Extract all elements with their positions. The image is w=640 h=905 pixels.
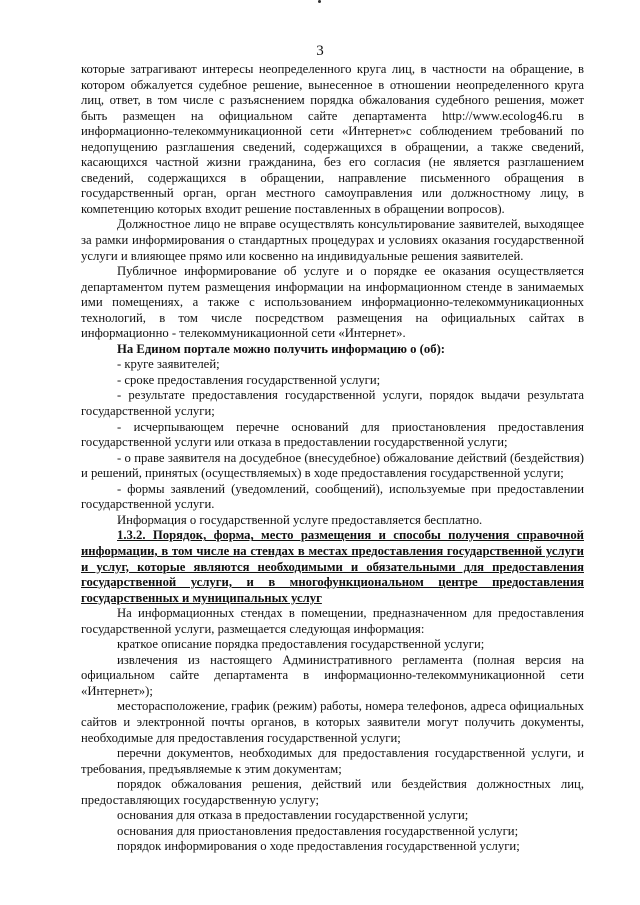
document-body: [81, 62, 584, 855]
paragraph: краткое описание порядка предоставления государственной услуги;: [117, 637, 485, 652]
page-number: 3: [316, 43, 324, 59]
section-heading: 1.3.2. Порядок, форма, место размещения и способы получения справочной информации, в том числе на стендах в местах предоставления государственной услуги и услуг, которые являются необходимыми и обязательными для предоставления государственной услуги, и в многофункциональном центре предоставления государственных и муниципальных услуг: [81, 528, 584, 605]
paragraph: Должностное лицо не вправе осуществлять консультирование заявителей, выходящее за рамки информирования о стандартных процедурах и условиях оказания государственной услуги и влияющее прямо или косвенно на индивидуальные решения заявителей.: [81, 217, 584, 263]
paragraph: - круге заявителей;: [117, 357, 220, 372]
paragraph: - сроке предоставления государственной услуги;: [117, 372, 381, 387]
paragraph: основания для отказа в предоставлении государственной услуги;: [117, 808, 469, 823]
scan-mark: [318, 0, 321, 3]
paragraph: порядок обжалования решения, действий или бездействия должностных лиц, предоставляющих государственную услугу;: [81, 777, 584, 807]
paragraph: порядок информирования о ходе предоставления государственной услуги;: [117, 839, 520, 854]
paragraph: Публичное информирование об услуге и о порядке ее оказания осуществляется департаментом путем размещения информации на информационном стенде в занимаемых ими помещениях, а также с использованием информационно-телекоммуникационных технологий, в том числе посредством размещения на официальных сайтах в информационно - телекоммуникационной сети «Интернет».: [81, 264, 584, 341]
paragraph: перечни документов, необходимых для предоставления государственной услуги, и требования, предъявляемые к этим документам;: [81, 746, 584, 776]
paragraph: - исчерпывающем перечне оснований для приостановления предоставления государственной услуги или отказа в предоставлении государственной услуги;: [81, 419, 584, 450]
paragraph: На информационных стендах в помещении, предназначенном для предоставления государственной услуги, размещается следующая информация:: [81, 606, 584, 636]
paragraph: Информация о государственной услуге предоставляется бесплатно.: [117, 512, 483, 527]
section-heading: На Едином портале можно получить информацию о (об):: [117, 341, 446, 356]
paragraph: месторасположение, график (режим) работы, номера телефонов, адреса официальных сайтов и электронной почты органов, в которых заявители могут получить документы, необходимые для предоставления государственной услуги;: [81, 699, 584, 745]
paragraph: извлечения из настоящего Административного регламента (полная версия на официальном сайте департамента в информационно-телекоммуникационной сети «Интернет»);: [81, 652, 584, 698]
paragraph: - о праве заявителя на досудебное (внесудебное) обжалование действий (бездействия) и решений, принятых (осуществляемых) в ходе предоставления государственной услуги;: [81, 450, 584, 481]
paragraph: которые затрагивают интересы неопределенного круга лиц, в частности на обращение, в котором обжалуется судебное решение, вынесенное в отношении неопределенного круга лиц, ответ, в том числе с разъяснением порядка обжалования судебного решения, может быть размещен на официальном сайте департамента http://www.ecolog46.ru в информационно-телекоммуникационной сети «Интернет»с соблюдением требований по недопущению разглашения сведений, содержащихся в обращении, а также сведений, касающихся частной жизни гражданина, без его согласия (не является разглашением сведений, содержащихся в обращении, направление письменного обращения в государственный орган, орган местного самоуправления или должностному лицу, в компетенцию которых входит решение поставленных в обращении вопросов).: [81, 62, 584, 216]
paragraph: - результате предоставления государственной услуги, порядок выдачи результата государственной услуги;: [81, 388, 584, 419]
paragraph: основания для приостановления предоставления государственной услуги;: [117, 823, 519, 838]
paragraph: - формы заявлений (уведомлений, сообщений), используемые при предоставлении государственной услуги.: [81, 481, 584, 512]
